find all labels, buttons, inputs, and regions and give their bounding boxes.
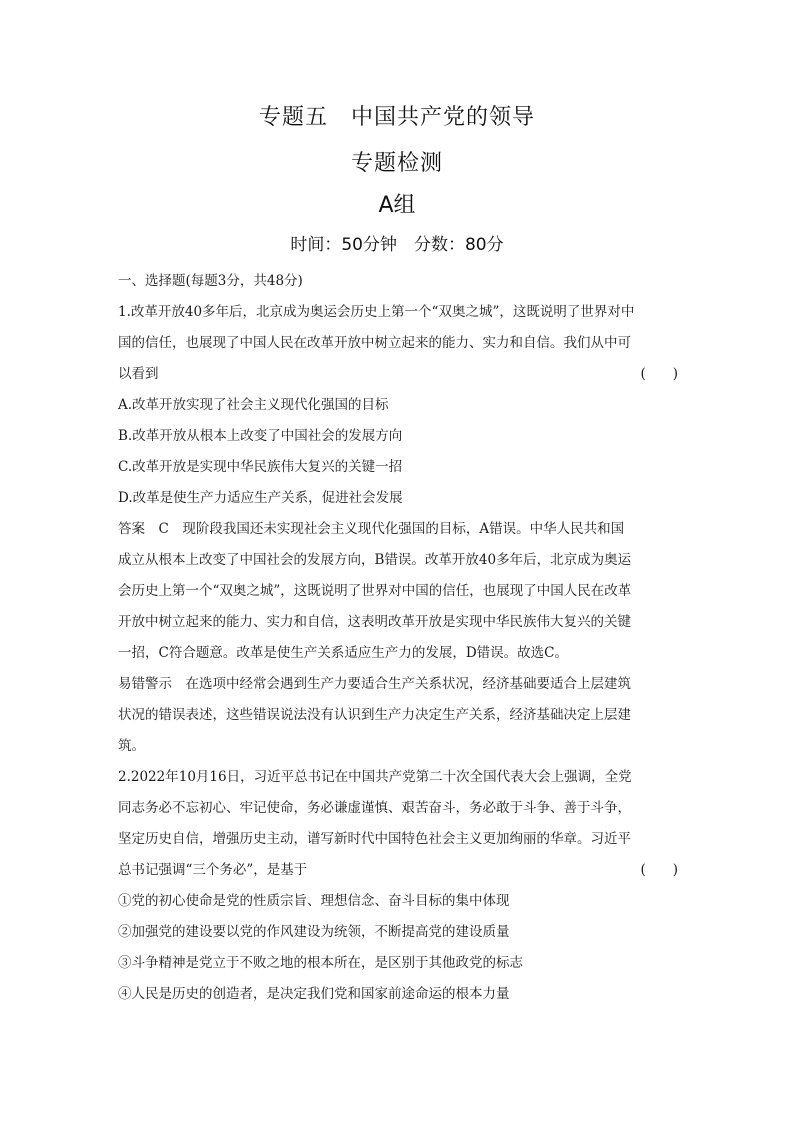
group-label: A组: [378, 193, 416, 218]
q2-option-3: ③斗争精神是党立于不败之地的根本所在，是区别于其他政党的标志: [118, 955, 523, 971]
q1-warning-line: 状况的错误表述，这些错误说法没有认识到生产力决定生产关系，经济基础决定上层建: [118, 707, 631, 723]
q1-warning-line: 筑。: [118, 738, 145, 754]
q1-answer-line: 开放中树立起来的能力、实力和自信，这表明改革开放是实现中华民族伟大复兴的关键: [118, 614, 631, 630]
q1-answer-line: 一招，C符合题意。改革是使生产关系适应生产力的发展，D错误。故选C。: [118, 645, 568, 661]
q2-stem-text: 总书记强调“三个务必”，是基于: [118, 862, 308, 878]
document-subtitle: 专题检测: [350, 151, 443, 176]
q1-stem-text: 以看到: [118, 366, 159, 382]
time-score-meta: 时间：50分钟 分数：80分: [290, 235, 504, 255]
q1-answer-line: 成立从根本上改变了中国社会的发展方向，B错误。改革开放40多年后，北京成为奥运: [118, 552, 632, 568]
q1-answer-line: 答案 C 现阶段我国还未实现社会主义现代化强国的目标，A错误。中华人民共和国: [118, 521, 625, 537]
q2-option-1: ①党的初心使命是党的性质宗旨、理想信念、奋斗目标的集中体现: [118, 893, 510, 909]
question-1: [118, 297, 678, 762]
question-content: [118, 266, 678, 1010]
q1-stem-line: 国的信任，也展现了中国人民在改革开放中树立起来的能力、实力和自信。我们从中可: [118, 335, 631, 351]
q1-option-c: C.改革开放是实现中华民族伟大复兴的关键一招: [118, 459, 403, 475]
q1-option-b: B.改革开放从根本上改变了中国社会的发展方向: [118, 428, 403, 444]
section-heading: 一、选择题(每题3分，共48分): [118, 273, 303, 289]
q1-stem-line: [118, 359, 678, 390]
q1-stem-line: 1.改革开放40多年后，北京成为奥运会历史上第一个“双奥之城”，这既说明了世界对中: [118, 304, 635, 320]
q1-answer-line: 会历史上第一个“双奥之城”，这既说明了世界对中国的信任，也展现了中国人民在改革: [118, 583, 632, 599]
q1-option-a: A.改革开放实现了社会主义现代化强国的目标: [118, 397, 389, 413]
q2-option-4: ④人民是历史的创造者，是决定我们党和国家前途命运的根本力量: [118, 986, 510, 1002]
q2-stem-line: 同志务必不忘初心、牢记使命，务必谦虚谨慎、艰苦奋斗，务必敢于斗争、善于斗争，: [118, 800, 631, 816]
q2-option-2: ②加强党的建设要以党的作风建设为统领，不断提高党的建设质量: [118, 924, 510, 940]
q1-warning-line: 易错警示 在选项中经常会遇到生产力要适合生产关系状况，经济基础要适合上层建筑: [118, 676, 631, 692]
q1-option-d: D.改革是使生产力适应生产关系，促进社会发展: [118, 490, 403, 506]
document-title: 专题五 中国共产党的领导: [258, 105, 535, 130]
q2-stem-line: [118, 855, 678, 886]
q2-stem-line: 坚定历史自信，增强历史主动，谱写新时代中国特色社会主义更加绚丽的华章。习近平: [118, 831, 631, 847]
q2-answer-blank: ( ): [640, 862, 678, 878]
q1-answer-blank: ( ): [640, 366, 678, 382]
question-2: [118, 762, 678, 1010]
q2-stem-line: 2.2022年10月16日，习近平总书记在中国共产党第二十次全国代表大会上强调，全党: [118, 769, 632, 785]
